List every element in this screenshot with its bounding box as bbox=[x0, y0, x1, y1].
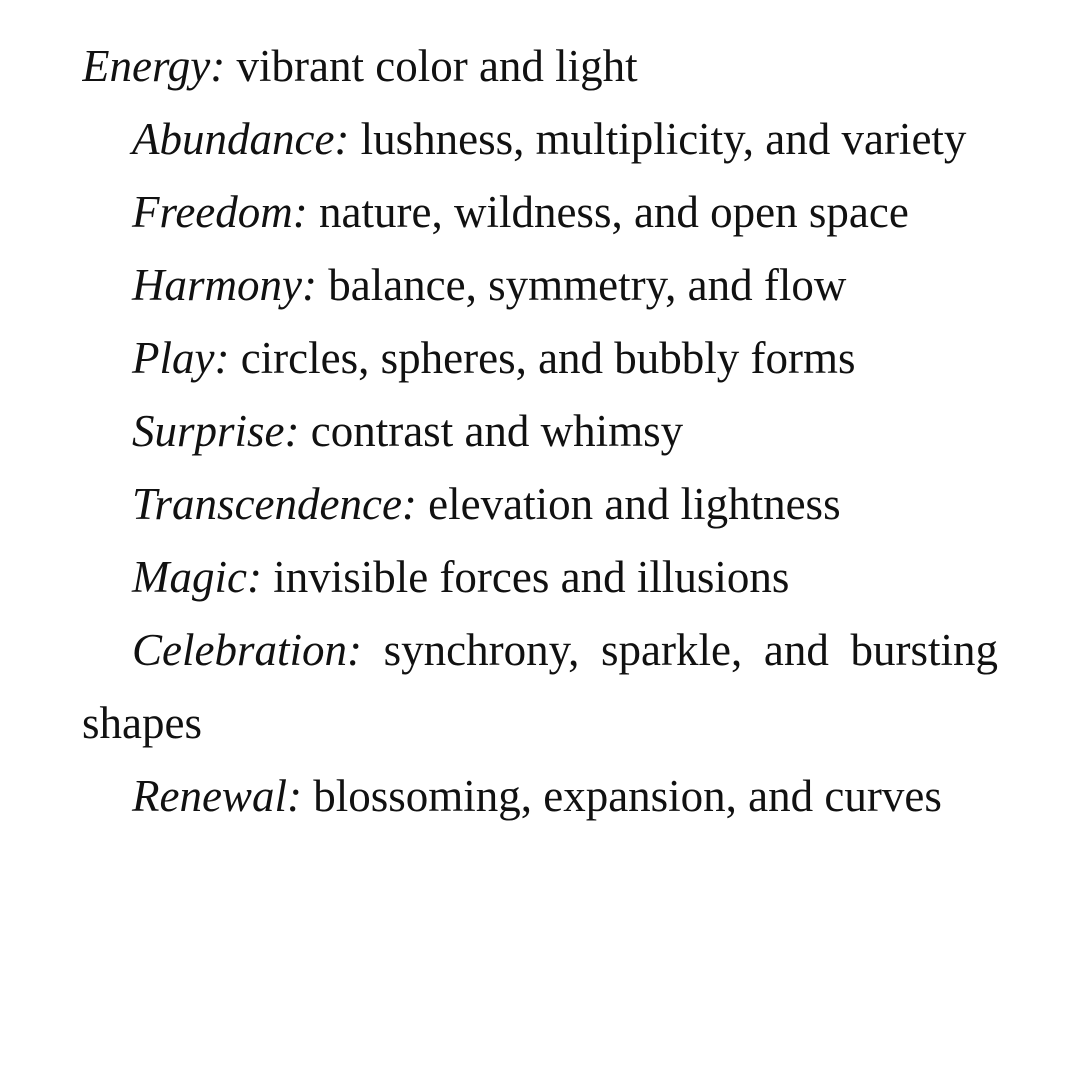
text-page bbox=[82, 30, 998, 1070]
entry-energy bbox=[82, 30, 998, 103]
entry-description: invisible forces and illusions bbox=[273, 552, 790, 602]
entry-term: Transcendence: bbox=[132, 479, 417, 529]
entry-description: nature, wildness, and open space bbox=[319, 187, 909, 237]
entry-term: Harmony: bbox=[132, 260, 317, 310]
entry-term: Renewal: bbox=[132, 771, 302, 821]
entry-term: Celebration: bbox=[132, 625, 362, 675]
entry-description: elevation and lightness bbox=[428, 479, 841, 529]
entry-celebration bbox=[82, 614, 998, 760]
entry-description: synchrony, sparkle, and bursting shapes bbox=[82, 625, 998, 748]
entry-description: balance, symmetry, and flow bbox=[328, 260, 847, 310]
entry-magic bbox=[82, 541, 998, 614]
entry-renewal bbox=[82, 760, 998, 833]
entry-description: blossoming, expansion, and curves bbox=[313, 771, 942, 821]
entry-term: Abundance: bbox=[132, 114, 350, 164]
entry-description: contrast and whimsy bbox=[310, 406, 684, 456]
entry-description: lushness, multiplicity, and variety bbox=[360, 114, 967, 164]
entry-harmony bbox=[82, 249, 998, 322]
entry-description: vibrant color and light bbox=[236, 41, 638, 91]
entry-transcendence bbox=[82, 468, 998, 541]
entry-description: circles, spheres, and bubbly forms bbox=[240, 333, 856, 383]
entry-term: Freedom: bbox=[132, 187, 308, 237]
entry-play bbox=[82, 322, 998, 395]
entry-surprise bbox=[82, 395, 998, 468]
entry-term: Surprise: bbox=[132, 406, 300, 456]
entry-term: Magic: bbox=[132, 552, 262, 602]
entry-term: Energy: bbox=[82, 41, 226, 91]
entry-abundance bbox=[82, 103, 998, 176]
entry-freedom bbox=[82, 176, 998, 249]
entry-term: Play: bbox=[132, 333, 230, 383]
